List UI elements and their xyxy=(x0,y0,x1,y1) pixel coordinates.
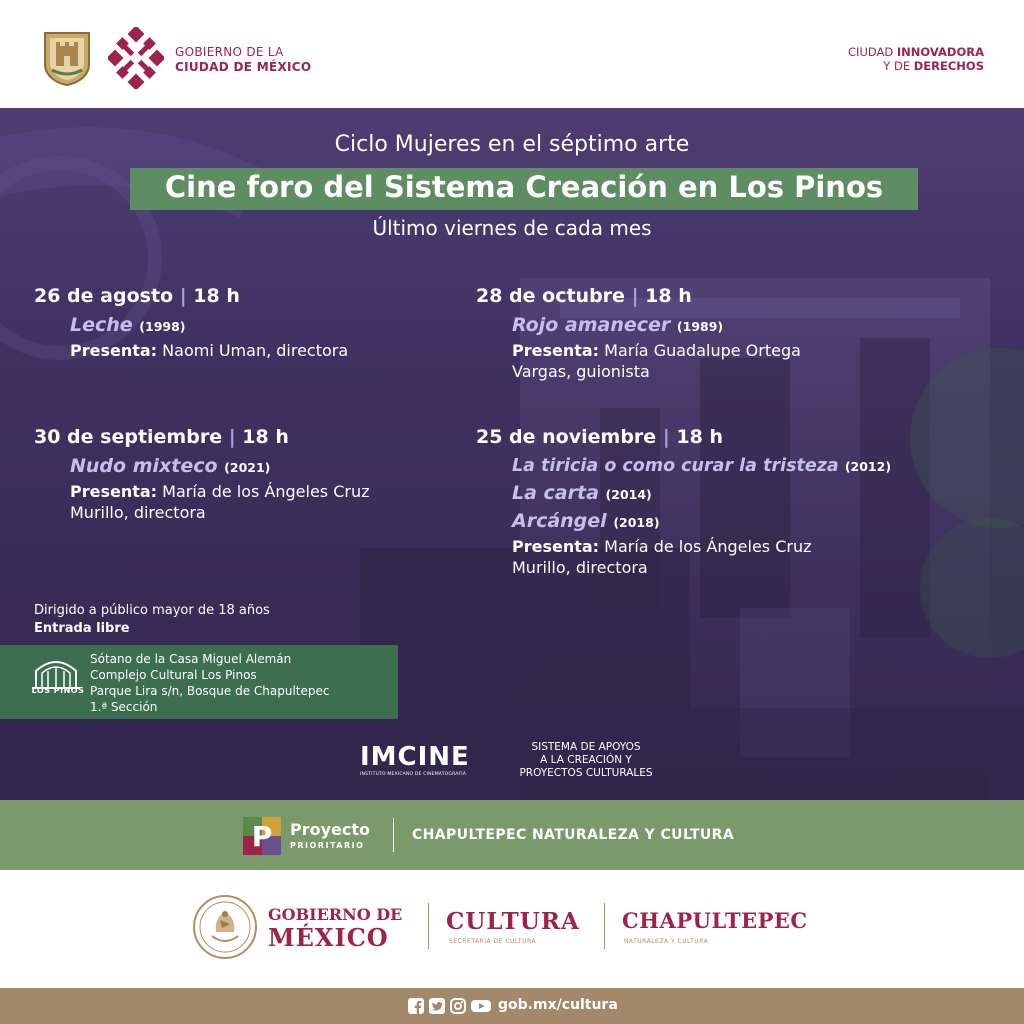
screening-films xyxy=(512,312,801,382)
venue-line: Sótano de la Casa Miguel Alemán xyxy=(90,652,292,666)
slogan-line-2: Y DE DERECHOS xyxy=(883,59,984,73)
entry-free: Entrada libre xyxy=(34,621,130,636)
screening-films xyxy=(70,312,348,361)
film-title: Arcángel (2018) xyxy=(512,510,660,532)
film-title: Rojo amanecer (1989) xyxy=(512,314,724,336)
cdmx-gov-name xyxy=(175,45,311,75)
top-header xyxy=(0,0,1024,108)
proyecto-prioritario-p-icon xyxy=(243,817,281,855)
cultura-subtitle: SECRETARÍA DE CULTURA xyxy=(449,938,537,945)
youtube-icon[interactable] xyxy=(471,998,491,1014)
film-presenter-cont: Murillo, directora xyxy=(70,503,206,522)
los-pinos-logo-label: LOS PINOS xyxy=(31,686,85,695)
screening-aug xyxy=(34,284,348,361)
screening-films xyxy=(70,453,370,523)
twitter-icon[interactable] xyxy=(429,998,445,1014)
screening-films xyxy=(512,453,891,578)
prioritario-label: PRIORITARIO xyxy=(290,841,365,850)
audience-age: Dirigido a público mayor de 18 años xyxy=(34,603,270,618)
facebook-icon[interactable] xyxy=(408,998,424,1014)
audience-info xyxy=(34,602,270,638)
band-divider xyxy=(393,818,394,852)
slogan-line-1: CIUDAD INNOVADORA xyxy=(848,45,984,59)
screening-date: 25 de noviembre | 18 h xyxy=(476,426,723,448)
venue-line: 1.ª Sección xyxy=(90,700,158,714)
film-presenter: Presenta: María de los Ángeles Cruz xyxy=(70,482,370,501)
city-slogan xyxy=(848,45,984,73)
proyecto-label: Proyecto xyxy=(290,820,371,839)
film-title: La carta (2014) xyxy=(512,482,652,504)
event-hero xyxy=(0,108,1024,800)
mexico-national-seal-icon xyxy=(192,894,258,960)
svg-text:P: P xyxy=(251,820,273,853)
screening-date: 28 de octubre | 18 h xyxy=(476,285,692,307)
cdmx-knot-logo-icon xyxy=(108,27,164,89)
venue-line: Parque Lira s/n, Bosque de Chapultepec xyxy=(90,684,330,698)
gov-line-1: GOBIERNO DE LA xyxy=(175,45,284,59)
screening-oct xyxy=(476,284,801,382)
film-title: Leche (1998) xyxy=(70,314,186,336)
film-presenter-cont: Murillo, directora xyxy=(512,558,648,577)
screening-date: 26 de agosto | 18 h xyxy=(34,285,240,307)
event-subtitle: Ciclo Mujeres en el séptimo arte xyxy=(334,132,690,157)
imcine-subtitle: INSTITUTO MEXICANO DE CINEMATOGRAFÍA xyxy=(360,772,467,777)
chapultepec-subtitle: NATURALEZA Y CULTURA xyxy=(624,938,709,945)
film-presenter: Presenta: Naomi Uman, directora xyxy=(70,341,349,360)
imcine-logo xyxy=(360,744,470,777)
chapultepec-logo: CHAPULTEPEC xyxy=(622,908,808,933)
film-presenter-cont: Vargas, guionista xyxy=(512,362,650,381)
cultura-logo: CULTURA xyxy=(446,908,580,935)
event-frequency: Último viernes de cada mes xyxy=(372,216,652,240)
footer-url-link[interactable]: gob.mx/cultura xyxy=(498,997,618,1013)
film-presenter: Presenta: María de los Ángeles Cruz xyxy=(512,537,812,556)
event-title: Cine foro del Sistema Creación en Los Pinos xyxy=(164,170,884,204)
film-title: La tiricia o como curar la tristeza (2012) xyxy=(512,456,892,476)
program-name: CHAPULTEPEC NATURALEZA Y CULTURA xyxy=(412,827,735,843)
gobierno-de-mexico-logo: GOBIERNO DE MÉXICO xyxy=(268,905,403,952)
film-title: Nudo mixteco (2021) xyxy=(70,455,271,477)
instagram-icon[interactable] xyxy=(450,998,466,1014)
film-presenter: Presenta: María Guadalupe Ortega xyxy=(512,341,801,360)
imcine-wordmark: IMCINE xyxy=(360,742,470,772)
cdmx-shield-icon xyxy=(42,30,92,86)
apoyos-logo-text: SISTEMA DE APOYOS A LA CREACIÓN Y PROYECTOS CULTURALES xyxy=(519,741,653,779)
logo-divider xyxy=(428,903,429,949)
gov-line-2: CIUDAD DE MÉXICO xyxy=(175,60,312,74)
venue-line: Complejo Cultural Los Pinos xyxy=(90,668,257,682)
screening-sep xyxy=(34,425,370,523)
screening-date: 30 de septiembre | 18 h xyxy=(34,426,289,448)
screening-nov xyxy=(476,425,891,578)
venue-address xyxy=(90,651,329,715)
logo-divider xyxy=(604,903,605,949)
